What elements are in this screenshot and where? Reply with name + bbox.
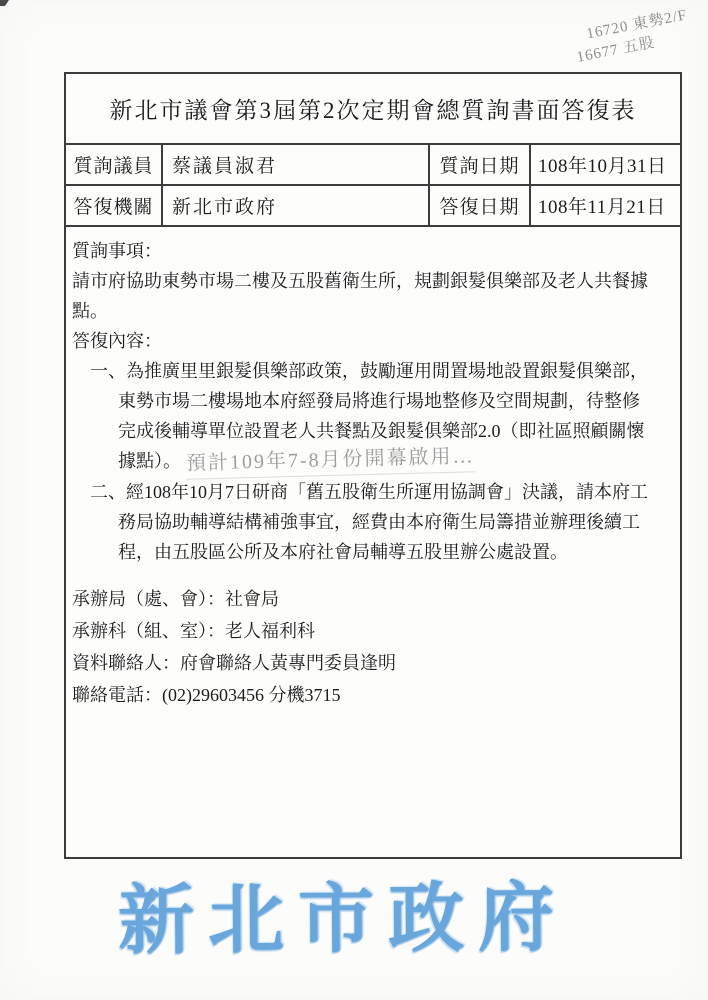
document-body bbox=[66, 227, 680, 711]
inquiry-date-value: 108年10月31日 bbox=[538, 156, 667, 177]
inquiry-heading: 質詢事項： bbox=[72, 241, 162, 261]
table-row-agency bbox=[66, 186, 680, 227]
reply-item1-line-end: 據點）。 bbox=[118, 451, 181, 471]
contact-info-block bbox=[72, 583, 672, 711]
table-row-inquirer bbox=[66, 145, 680, 186]
reply-item2-line: 務局協助輔導結構補強事宜，經費由本府衛生局籌措並辦理後續工 bbox=[118, 512, 640, 532]
handling-section-line: 承辦科（組、室）：老人福利科 bbox=[72, 621, 315, 641]
reply-item1-line bbox=[72, 446, 672, 477]
reply-date-label: 答復日期 bbox=[430, 186, 531, 225]
handwritten-inline-note: 預計109年7-8月份開幕啟用… bbox=[185, 441, 474, 480]
reply-item1-line: 完成後輔導單位設置老人共餐點及銀髮俱樂部2.0（即社區照顧關懷 bbox=[118, 421, 645, 441]
reply-date-value: 108年11月21日 bbox=[538, 197, 666, 218]
inquiry-text-line: 請市府協助東勢市場二樓及五股舊衛生所，規劃銀髮俱樂部及老人共餐據 bbox=[72, 271, 648, 291]
handwritten-case-number-2: 16677 五股 bbox=[575, 34, 657, 66]
contact-person-line: 資料聯絡人：府會聯絡人黃專門委員逢明 bbox=[72, 653, 396, 673]
government-stamp: 新北市政府 bbox=[117, 876, 569, 964]
inquirer-value: 蔡議員淑君 bbox=[163, 145, 430, 184]
reply-item1-line: 一、為推廣里里銀髮俱樂部政策，鼓勵運用閒置場地設置銀髮俱樂部， bbox=[90, 361, 648, 381]
reply-form-table bbox=[64, 72, 682, 859]
handwritten-case-number-1: 16720 東勢2/F bbox=[585, 7, 689, 43]
handwritten-annotation-top-right bbox=[571, 5, 693, 68]
title-row bbox=[66, 74, 680, 145]
reply-agency-value: 新北市政府 bbox=[163, 186, 430, 225]
inquiry-date-label: 質詢日期 bbox=[430, 145, 531, 184]
document-title: 新北市議會第3屆第2次定期會總質詢書面答復表 bbox=[109, 98, 637, 123]
contact-phone-line: 聯絡電話：(02)29603456 分機3715 bbox=[72, 685, 341, 705]
reply-heading: 答復內容： bbox=[72, 331, 162, 351]
reply-item2-line: 二、經108年10月7日研商「舊五股衛生所運用協調會」決議，請本府工 bbox=[90, 482, 648, 502]
reply-agency-label: 答復機關 bbox=[66, 186, 163, 225]
reply-item2-line: 程，由五股區公所及本府社會局輔導五股里辦公處設置。 bbox=[118, 542, 568, 562]
handling-bureau-line: 承辦局（處、會）：社會局 bbox=[72, 589, 279, 609]
reply-item1-line: 東勢市場二樓場地本府經發局將進行場地整修及空間規劃，待整修 bbox=[118, 391, 640, 411]
inquirer-label: 質詢議員 bbox=[66, 145, 163, 184]
scan-corner-artifact bbox=[0, 0, 9, 6]
inquiry-text-line: 點。 bbox=[72, 301, 108, 321]
